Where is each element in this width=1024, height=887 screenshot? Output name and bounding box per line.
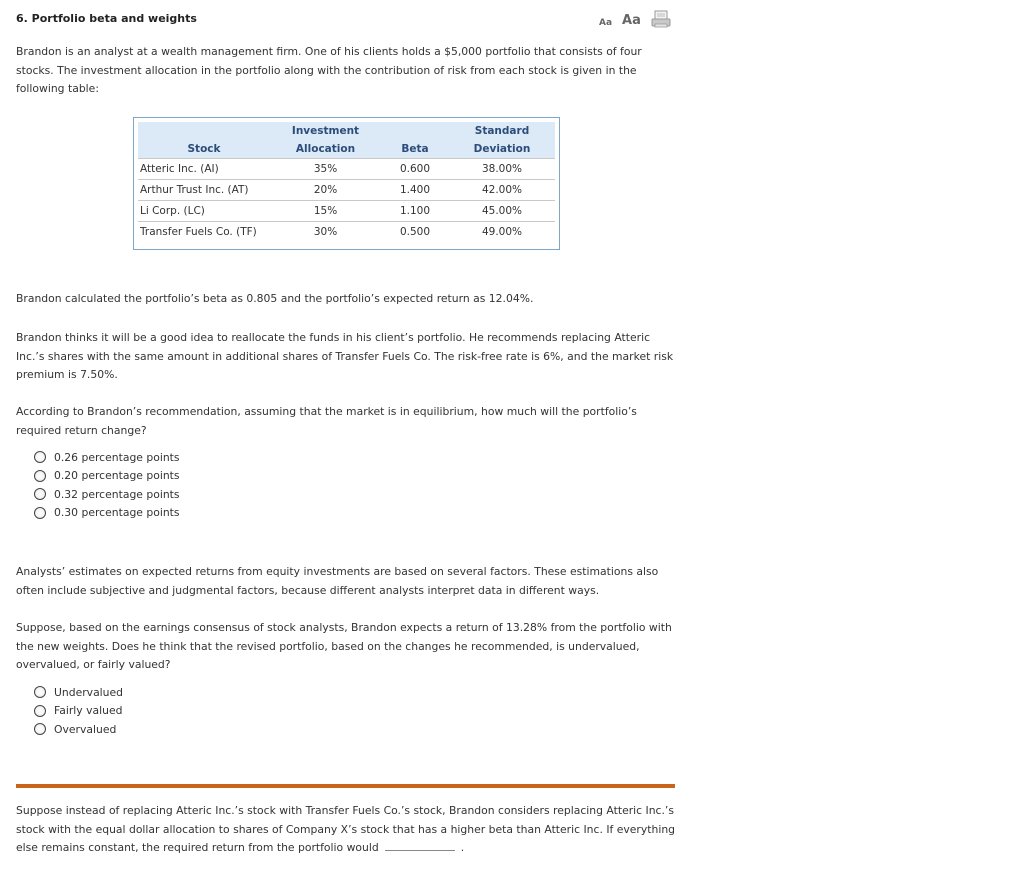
cell-beta: 0.600 [381, 159, 449, 180]
q1-option[interactable] [34, 504, 180, 523]
question-3-end: . [460, 841, 465, 855]
question-1-options [34, 448, 180, 522]
q1-option[interactable] [34, 485, 180, 504]
reallocation-paragraph: Brandon thinks it will be a good idea to reallocate the funds in his client’s portfolio. He recommends replacing Atteric Inc.’s shares with the same amount in additional shares of Transfer Fuels Co. The risk-free rate is 6%, and the market risk premium is 7.50%. [16, 331, 674, 382]
cell-stock: Arthur Trust Inc. (AT) [138, 180, 270, 201]
q1-option-label: 0.26 percentage points [54, 450, 180, 464]
header-blank-beta [381, 122, 449, 140]
q1-option[interactable] [34, 448, 180, 467]
cell-beta: 1.400 [381, 180, 449, 201]
table-row [138, 222, 555, 243]
cell-sd: 49.00% [449, 222, 555, 243]
beta-calculation-text: Brandon calculated the portfolio’s beta as 0.805 and the portfolio’s expected return as 12.04%. [16, 292, 534, 305]
cell-stock: Li Corp. (LC) [138, 201, 270, 222]
cell-allocation: 35% [270, 159, 381, 180]
header-beta: Beta [381, 140, 449, 159]
problem-title: 6. Portfolio beta and weights [16, 12, 197, 25]
cell-sd: 42.00% [449, 180, 555, 201]
answer-dropdown[interactable] [385, 839, 455, 851]
cell-sd: 38.00% [449, 159, 555, 180]
decrease-font-button[interactable]: Aa [599, 18, 613, 28]
cell-beta: 0.500 [381, 222, 449, 243]
radio-button[interactable] [34, 705, 46, 717]
allocation-table-frame [133, 117, 560, 250]
question-2: Suppose, based on the earnings consensus of stock analysts, Brandon expects a return of 13.28% from the portfolio with the new weights. Does he think that the revised portfolio, based on the changes he recommended, is undervalued, overvalued, or fairly valued? [16, 621, 672, 672]
increase-font-button[interactable]: Aa [622, 13, 641, 28]
header-allocation-line1: Investment [270, 122, 381, 140]
table-row [138, 201, 555, 222]
header-sd-line1: Standard [449, 122, 555, 140]
cell-allocation: 20% [270, 180, 381, 201]
section-divider [16, 784, 675, 788]
radio-button[interactable] [34, 686, 46, 698]
radio-button[interactable] [34, 507, 46, 519]
q1-option[interactable] [34, 467, 180, 486]
cell-sd: 45.00% [449, 201, 555, 222]
question-3-text: Suppose instead of replacing Atteric Inc.’s stock with Transfer Fuels Co.’s stock, Brandon considers replacing Atteric Inc.’s stock with the equal dollar allocation to shares of Company X’s stock that has a higher beta than Atteric Inc. If everything else remains constant, the required return from the portfolio would [16, 804, 676, 855]
question-3 [16, 802, 676, 858]
table-row [138, 159, 555, 180]
header-allocation-line2: Allocation [270, 140, 381, 159]
cell-allocation: 15% [270, 201, 381, 222]
header-sd-line2: Deviation [449, 140, 555, 159]
q2-option[interactable] [34, 702, 123, 721]
print-icon[interactable] [651, 10, 671, 28]
q1-option-label: 0.32 percentage points [54, 487, 180, 501]
table-row [138, 180, 555, 201]
analysts-paragraph: Analysts’ estimates on expected returns from equity investments are based on several factors. These estimations also often include subjective and judgmental factors, because different analysts interpret data in different ways. [16, 565, 659, 597]
radio-button[interactable] [34, 470, 46, 482]
q2-option[interactable] [34, 720, 123, 739]
radio-button[interactable] [34, 451, 46, 463]
intro-paragraph: Brandon is an analyst at a wealth management firm. One of his clients holds a $5,000 portfolio that consists of four stocks. The investment allocation in the portfolio along with the contribution of risk from each stock is given in the following table: [16, 45, 642, 96]
q2-option-label: Overvalued [54, 722, 117, 736]
q2-option-label: Fairly valued [54, 704, 123, 718]
cell-stock: Transfer Fuels Co. (TF) [138, 222, 270, 243]
cell-allocation: 30% [270, 222, 381, 243]
cell-beta: 1.100 [381, 201, 449, 222]
header-blank [138, 122, 270, 140]
radio-button[interactable] [34, 723, 46, 735]
question-1: According to Brandon’s recommendation, assuming that the market is in equilibrium, how much will the portfolio’s required return change? [16, 405, 637, 437]
allocation-table [138, 122, 555, 242]
cell-stock: Atteric Inc. (AI) [138, 159, 270, 180]
radio-button[interactable] [34, 488, 46, 500]
question-2-options [34, 683, 123, 739]
q1-option-label: 0.30 percentage points [54, 506, 180, 520]
font-tools [599, 10, 671, 28]
q2-option[interactable] [34, 683, 123, 702]
q2-option-label: Undervalued [54, 685, 124, 699]
q1-option-label: 0.20 percentage points [54, 469, 180, 483]
header-stock: Stock [138, 140, 270, 159]
